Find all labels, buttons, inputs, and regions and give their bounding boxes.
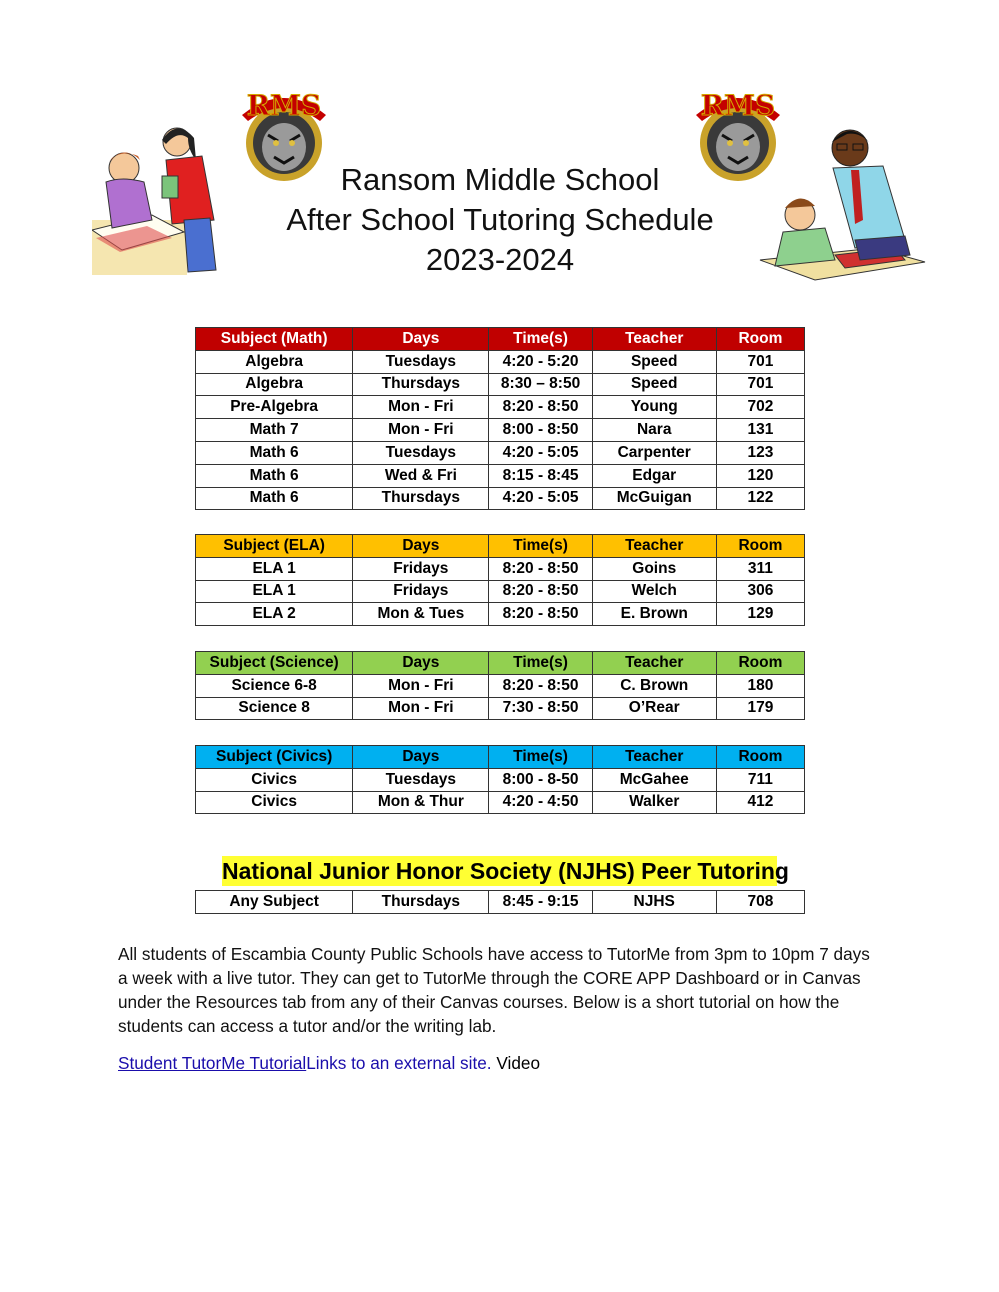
table-row xyxy=(196,350,805,373)
table-cell: Science 6-8 xyxy=(196,674,353,697)
table-cell: Speed xyxy=(592,350,716,373)
column-header: Days xyxy=(353,746,489,769)
table-cell: 8:00 - 8:50 xyxy=(489,419,592,442)
table-cell: Mon - Fri xyxy=(353,697,489,720)
table-cell: Math 6 xyxy=(196,487,353,510)
tutoring-clipart-left xyxy=(92,120,222,275)
table-cell: Welch xyxy=(592,580,716,603)
table-cell: ELA 2 xyxy=(196,603,353,626)
table-cell: 708 xyxy=(716,891,804,914)
table-cell: Math 7 xyxy=(196,419,353,442)
column-header: Days xyxy=(353,652,489,675)
table-cell: 8:20 - 8:50 xyxy=(489,557,592,580)
njhs-heading: National Junior Honor Society (NJHS) Peer Tutoring xyxy=(222,858,789,884)
table-cell: Science 8 xyxy=(196,697,353,720)
table-cell: Nara xyxy=(592,419,716,442)
table-cell: 131 xyxy=(716,419,804,442)
tutoring-clipart-right xyxy=(755,120,930,285)
table-cell: McGuigan xyxy=(592,487,716,510)
table-cell: Civics xyxy=(196,791,353,814)
table-cell: Tuesdays xyxy=(353,441,489,464)
column-header: Subject (Math) xyxy=(196,328,353,351)
table-cell: Algebra xyxy=(196,350,353,373)
table-cell: Mon - Fri xyxy=(353,419,489,442)
table-cell: 8:20 - 8:50 xyxy=(489,674,592,697)
column-header: Time(s) xyxy=(489,746,592,769)
column-header: Room xyxy=(716,746,804,769)
column-header: Subject (ELA) xyxy=(196,535,353,558)
logo-text: RMS xyxy=(246,89,322,122)
table-row xyxy=(196,674,805,697)
table-cell: 711 xyxy=(716,768,804,791)
table-cell: Carpenter xyxy=(592,441,716,464)
table-cell: NJHS xyxy=(592,891,716,914)
table-cell: 129 xyxy=(716,603,804,626)
table-cell: 702 xyxy=(716,396,804,419)
table-row xyxy=(196,487,805,510)
school-name: Ransom Middle School xyxy=(340,162,660,197)
table-row xyxy=(196,441,805,464)
table-cell: 7:30 - 8:50 xyxy=(489,697,592,720)
table-cell: 8:20 - 8:50 xyxy=(489,396,592,419)
table-cell: Walker xyxy=(592,791,716,814)
table-cell: McGahee xyxy=(592,768,716,791)
column-header: Room xyxy=(716,535,804,558)
table-cell: 4:20 - 5:05 xyxy=(489,487,592,510)
table-cell: 122 xyxy=(716,487,804,510)
page-title xyxy=(250,160,750,280)
table-cell: 306 xyxy=(716,580,804,603)
table-cell: 4:20 - 5:20 xyxy=(489,350,592,373)
table-header-row xyxy=(196,535,805,558)
tutorial-link-line xyxy=(118,1051,878,1075)
column-header: Time(s) xyxy=(489,535,592,558)
table-cell: 4:20 - 5:05 xyxy=(489,441,592,464)
table-cell: E. Brown xyxy=(592,603,716,626)
table-cell: Civics xyxy=(196,768,353,791)
table-row xyxy=(196,373,805,396)
table-row xyxy=(196,580,805,603)
table-cell: Any Subject xyxy=(196,891,353,914)
table-cell: Young xyxy=(592,396,716,419)
table-cell: C. Brown xyxy=(592,674,716,697)
science-schedule-table xyxy=(195,651,805,720)
table-cell: 4:20 - 4:50 xyxy=(489,791,592,814)
table-row xyxy=(196,396,805,419)
ela-schedule-table xyxy=(195,534,805,626)
table-cell: 120 xyxy=(716,464,804,487)
table-cell: Mon & Tues xyxy=(353,603,489,626)
table-header-row xyxy=(196,328,805,351)
column-header: Time(s) xyxy=(489,652,592,675)
column-header: Room xyxy=(716,328,804,351)
table-cell: Wed & Fri xyxy=(353,464,489,487)
table-row xyxy=(196,791,805,814)
table-cell: Mon & Thur xyxy=(353,791,489,814)
table-row xyxy=(196,697,805,720)
table-cell: Algebra xyxy=(196,373,353,396)
column-header: Time(s) xyxy=(489,328,592,351)
table-cell: Speed xyxy=(592,373,716,396)
column-header: Teacher xyxy=(592,652,716,675)
logo-text: RMS xyxy=(700,89,776,122)
table-cell: Tuesdays xyxy=(353,350,489,373)
table-cell: 179 xyxy=(716,697,804,720)
table-cell: ELA 1 xyxy=(196,557,353,580)
student-tutorme-tutorial-link[interactable]: Student TutorMe Tutorial xyxy=(118,1053,307,1073)
table-cell: 8:20 - 8:50 xyxy=(489,580,592,603)
table-cell: 8:15 - 8:45 xyxy=(489,464,592,487)
table-cell: Math 6 xyxy=(196,441,353,464)
table-row xyxy=(196,603,805,626)
table-cell: Math 6 xyxy=(196,464,353,487)
table-header-row xyxy=(196,652,805,675)
table-cell: 8:00 - 8-50 xyxy=(489,768,592,791)
table-cell: 701 xyxy=(716,373,804,396)
tutorme-description: All students of Escambia County Public Schools have access to TutorMe from 3pm to 10pm 7 days a week with a live tutor. They can get to TutorMe through the CORE APP Dashboard or in Canvas under the Resources tab from any of their Canvas courses. Below is a short tutorial on how the students can access a tutor and/or the writing lab. xyxy=(118,944,870,1036)
table-row xyxy=(196,464,805,487)
table-row xyxy=(196,891,805,914)
table-cell: Thursdays xyxy=(353,487,489,510)
table-cell: Thursdays xyxy=(353,891,489,914)
video-label: Video xyxy=(491,1053,541,1073)
table-row xyxy=(196,768,805,791)
school-year: 2023-2024 xyxy=(425,242,575,277)
table-cell: Goins xyxy=(592,557,716,580)
column-header: Subject (Civics) xyxy=(196,746,353,769)
table-cell: Mon - Fri xyxy=(353,674,489,697)
table-header-row xyxy=(196,746,805,769)
table-cell: Fridays xyxy=(353,557,489,580)
column-header: Days xyxy=(353,535,489,558)
table-cell: Fridays xyxy=(353,580,489,603)
table-cell: 701 xyxy=(716,350,804,373)
table-cell: Tuesdays xyxy=(353,768,489,791)
table-cell: 180 xyxy=(716,674,804,697)
table-cell: O’Rear xyxy=(592,697,716,720)
table-cell: 412 xyxy=(716,791,804,814)
table-cell: ELA 1 xyxy=(196,580,353,603)
page-header xyxy=(0,0,999,300)
column-header: Teacher xyxy=(592,535,716,558)
table-cell: 311 xyxy=(716,557,804,580)
column-header: Teacher xyxy=(592,746,716,769)
math-schedule-table xyxy=(195,327,805,510)
table-cell: 8:30 – 8:50 xyxy=(489,373,592,396)
njhs-schedule-table xyxy=(195,890,805,914)
schedule-title: After School Tutoring Schedule xyxy=(286,202,714,237)
table-cell: 8:45 - 9:15 xyxy=(489,891,592,914)
table-cell: 123 xyxy=(716,441,804,464)
table-row xyxy=(196,557,805,580)
table-cell: Edgar xyxy=(592,464,716,487)
external-site-note: Links to an external site. xyxy=(306,1053,492,1073)
civics-schedule-table xyxy=(195,745,805,814)
column-header: Teacher xyxy=(592,328,716,351)
table-row xyxy=(196,419,805,442)
table-cell: Pre-Algebra xyxy=(196,396,353,419)
column-header: Room xyxy=(716,652,804,675)
table-cell: Thursdays xyxy=(353,373,489,396)
table-cell: 8:20 - 8:50 xyxy=(489,603,592,626)
table-cell: Mon - Fri xyxy=(353,396,489,419)
column-header: Subject (Science) xyxy=(196,652,353,675)
column-header: Days xyxy=(353,328,489,351)
